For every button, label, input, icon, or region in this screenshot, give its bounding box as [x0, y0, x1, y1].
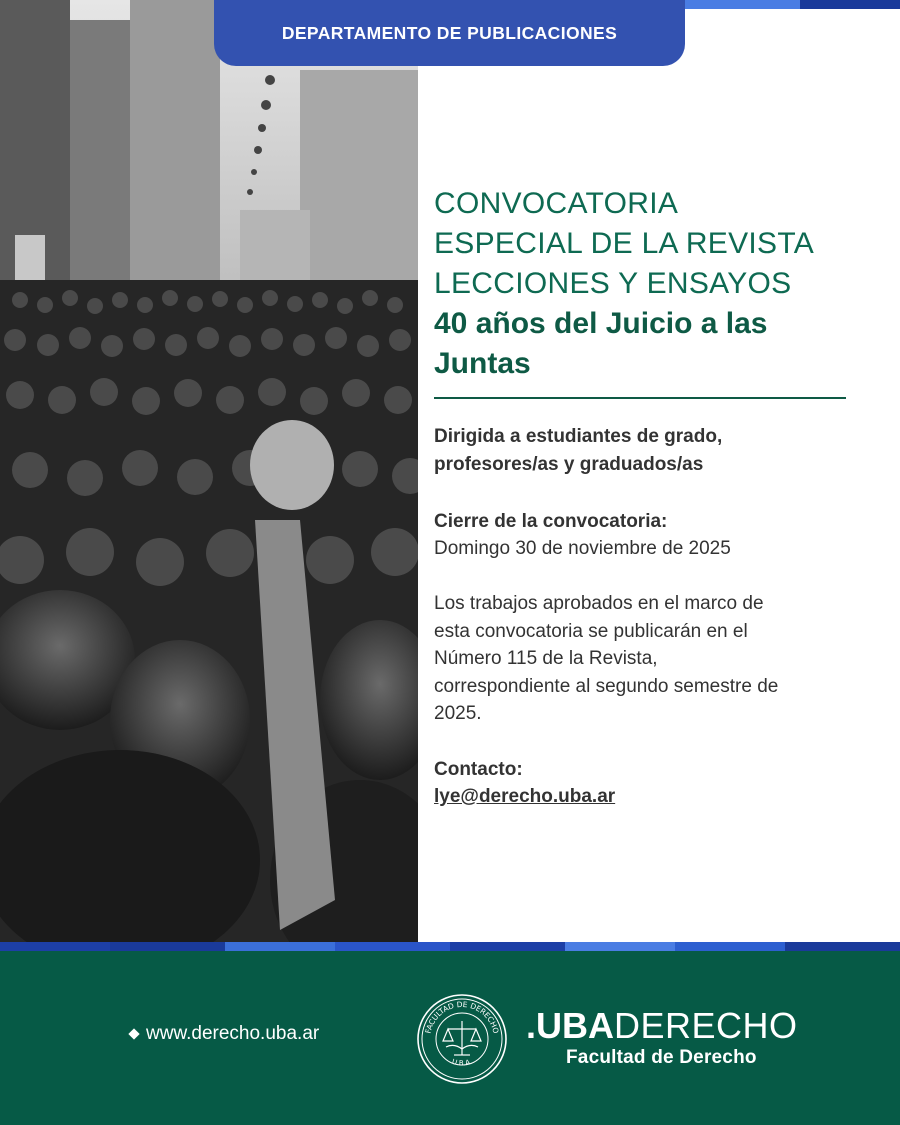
title-line-2: ESPECIAL DE LA REVISTA — [434, 227, 815, 260]
announcement-title — [434, 184, 874, 304]
brand-wordmark — [526, 1007, 798, 1045]
crowd-photo-illustration — [0, 0, 418, 942]
target-audience — [434, 423, 864, 478]
diamond-bullet-icon — [128, 1028, 139, 1039]
title-line-1: CONVOCATORIA — [434, 187, 679, 220]
deadline-date: Domingo 30 de noviembre de 2025 — [434, 538, 731, 559]
note-line-5: 2025. — [434, 703, 482, 724]
brand-prefix: .UBA — [526, 1005, 614, 1046]
uba-derecho-brand — [526, 1007, 798, 1069]
crowd-photo — [0, 0, 418, 942]
footer — [0, 951, 900, 1125]
seal-text-bottom: U.B.A. — [450, 1057, 474, 1068]
note-line-2: esta convocatoria se publicarán en el — [434, 620, 748, 642]
target-line-2: profesores/as y graduados/as — [434, 453, 704, 475]
target-line-1: Dirigida a estudiantes de grado, — [434, 426, 723, 447]
brand-subtitle: Facultad de Derecho — [566, 1047, 757, 1068]
bottom-color-stripe — [0, 942, 900, 951]
subtitle-line-1: 40 años del Juicio a las — [434, 307, 768, 340]
note-line-1: Los trabajos aprobados en el marco de — [434, 593, 764, 614]
subtitle-line-2: Juntas — [434, 347, 531, 380]
website-link[interactable] — [130, 1023, 319, 1045]
title-divider — [434, 397, 846, 399]
deadline-label: Cierre de la convocatoria: — [434, 511, 668, 532]
publication-note — [434, 590, 864, 728]
department-banner — [214, 0, 685, 66]
svg-text:U.B.A. — [451, 1058, 473, 1068]
contact-email-link[interactable]: lye@derecho.uba.ar — [434, 786, 616, 807]
announcement-subtitle — [434, 304, 854, 384]
seal-text-top: FACULTAD DE DERECHO — [423, 999, 501, 1035]
brand-name: DERECHO — [614, 1005, 798, 1046]
note-line-4: correspondiente al segundo semestre de — [434, 675, 779, 697]
title-line-3: LECCIONES Y ENSAYOS — [434, 267, 792, 300]
note-line-3: Número 115 de la Revista, — [434, 648, 658, 669]
website-url: www.derecho.uba.ar — [146, 1023, 320, 1044]
faculty-seal-logo — [416, 993, 508, 1085]
contact-label: Contacto: — [434, 759, 523, 780]
department-label: DEPARTAMENTO DE PUBLICACIONES — [281, 22, 618, 43]
